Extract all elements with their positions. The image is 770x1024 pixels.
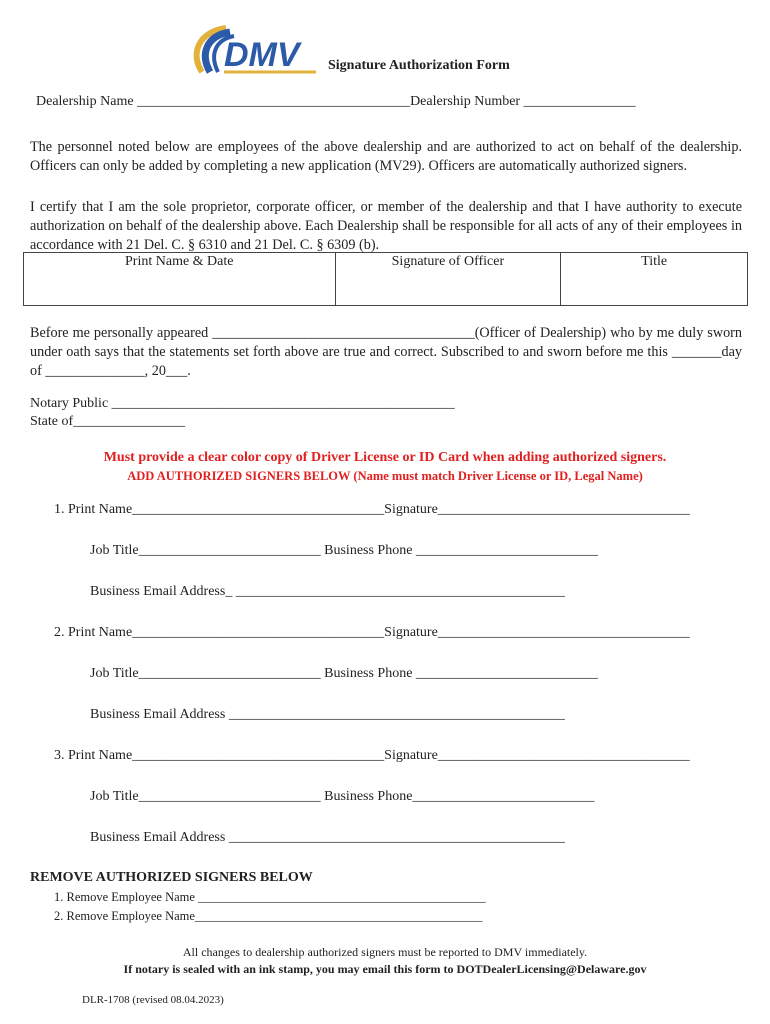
col-signature-officer[interactable]: Signature of Officer <box>335 253 561 306</box>
add-signers-heading: ADD AUTHORIZED SIGNERS BELOW (Name must match Driver License or ID, Legal Name) <box>127 469 643 483</box>
footer-note: All changes to dealership authorized signers must be reported to DMV immediately. <box>182 945 588 959</box>
officer-signature-table <box>23 252 748 306</box>
remove-employee-1[interactable]: 1. Remove Employee Name ______________________________________________ <box>54 890 486 904</box>
sworn-statement-paragraph[interactable]: Before me personally appeared _____________________________________(Officer of Dealership) who by me duly sworn under oath says that the statements set forth above are true and correct. Subscribed to and sworn before me this _______day of ______________, 20___. <box>30 325 742 379</box>
form-id: DLR-1708 (revised 08.04.2023) <box>82 994 224 1006</box>
form-title: Signature Authorization Form <box>328 58 510 73</box>
intro-paragraph: The personnel noted below are employees of the above dealership and are authorized to act on behalf of the dealership. Officers can only be added by completing a new application (MV29). Officers are automatically authorized signers. <box>30 139 742 174</box>
certification-paragraph: I certify that I am the sole proprietor, corporate officer, or member of the dealership and that I have authority to execute authorization on behalf of the dealership above. Each Dealership shall be responsible for all acts of any of their employees in accordance with 21 Del. C. § 6310 and 21 Del. C. § 6309 (b). <box>30 199 742 253</box>
dealership-name-field[interactable]: Dealership Name _______________________________________Dealership Number ________________ <box>36 94 636 109</box>
id-copy-notice: Must provide a clear color copy of Driver License or ID Card when adding authorized signers. <box>103 450 667 465</box>
signer-2-print-signature[interactable]: 2. Print Name____________________________________Signature____________________________________ <box>54 625 690 640</box>
signer-2-job-phone[interactable]: Job Title__________________________ Business Phone __________________________ <box>90 666 598 681</box>
logo-text: DMV <box>224 36 300 74</box>
footer-email-note: If notary is sealed with an ink stamp, you may email this form to DOTDealerLicensing@Delaware.gov <box>123 962 647 976</box>
remove-signers-heading: REMOVE AUTHORIZED SIGNERS BELOW <box>30 870 313 885</box>
signer-3-email[interactable]: Business Email Address ________________________________________________ <box>90 830 565 845</box>
col-print-name-date[interactable]: Print Name & Date <box>24 253 336 306</box>
state-of-field[interactable]: State of________________ <box>30 414 186 429</box>
dmv-logo <box>188 22 324 78</box>
signer-1-email[interactable]: Business Email Address_ _______________________________________________ <box>90 584 565 599</box>
remove-employee-2[interactable]: 2. Remove Employee Name______________________________________________ <box>54 909 483 923</box>
col-title[interactable]: Title <box>561 253 748 306</box>
signer-1-print-signature[interactable]: 1. Print Name____________________________________Signature____________________________________ <box>54 502 690 517</box>
notary-public-field[interactable]: Notary Public _________________________________________________ <box>30 396 455 411</box>
signer-3-job-phone[interactable]: Job Title__________________________ Business Phone__________________________ <box>90 789 595 804</box>
signer-1-job-phone[interactable]: Job Title__________________________ Business Phone __________________________ <box>90 543 598 558</box>
signer-2-email[interactable]: Business Email Address ________________________________________________ <box>90 707 565 722</box>
signer-3-print-signature[interactable]: 3. Print Name____________________________________Signature____________________________________ <box>54 748 690 763</box>
